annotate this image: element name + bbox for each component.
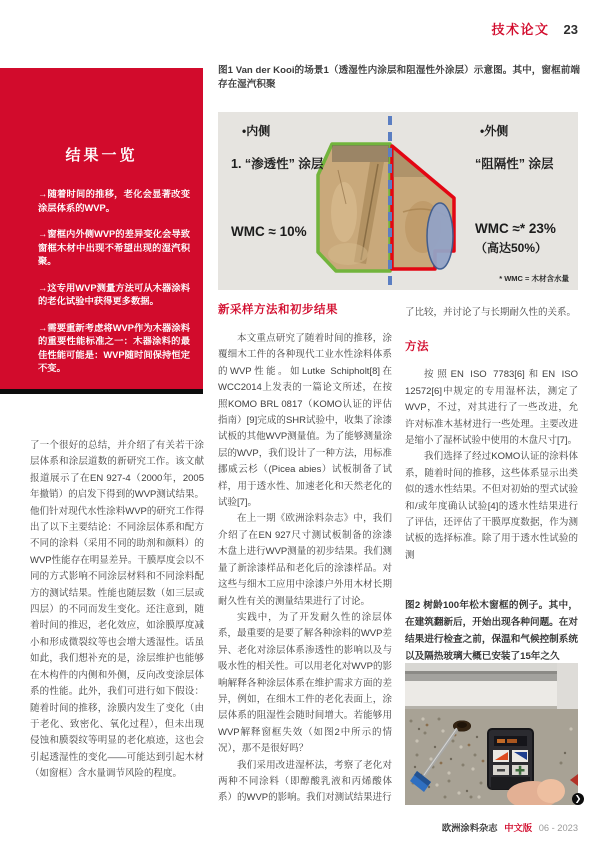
- outside-wmc-extra: （高达50%）: [475, 241, 548, 255]
- body-paragraph: 我们采用改进湿杯法，考察了老化对两种不同涂料（即醇酸乳液和丙烯酸体系）的WVP的影响。我们对测试结果进行: [218, 759, 392, 804]
- body-paragraph: 本文重点研究了随着时间的推移，涂覆细木工件的各种现代工业水性涂料体系的WVP性能。如Lutke Schipholt[8]在WCC2014上发表的一篇论文所述，在按照KOMO BRL 0817（KOMO认证的评估指南）[9]完成的SHR试验中，收集了涂漆试板的其他WVP测量值。为了能够测量涂层的WVP，我们设计了一种方法，用标准挪威云杉（(Picea abies）试板制备了试样，用于透水性、加速老化和天然老化的试验[7]。: [218, 333, 392, 509]
- window-frame-cross-section-illustration: [218, 112, 578, 290]
- column-middle: [218, 301, 392, 807]
- figure2-caption: 图2 树龄100年松木窗框的例子。其中，在建筑翻新后，开始出现各种问题。在对结果进行检查之前，保温和气候控制系统以及隔热玻璃大概已安装了15年之久: [405, 600, 578, 662]
- results-bullet: →这专用WVP测量方法可从木器涂料的老化试验中获得更多数据。: [38, 282, 190, 306]
- results-overview-title: 结果一览: [65, 147, 138, 164]
- inside-wmc-value: WMC ≈ 10%: [231, 224, 307, 239]
- body-paragraph: 了比较，并讨论了与长期耐久性的关系。: [405, 307, 577, 318]
- page-header: [492, 19, 578, 38]
- results-bullet: →需要重新考虑将WVP作为木器涂料的重要性能标准之一：木器涂料的最佳性能可能是：WVP随时间保持恒定不变。: [38, 322, 190, 373]
- inside-coating-label: 1. “渗透性” 涂层: [231, 157, 324, 171]
- outside-coating-label: “阻隔性” 涂层: [475, 157, 554, 171]
- moisture-spot: [427, 203, 453, 269]
- edition-label: 中文版: [504, 823, 533, 833]
- body-paragraph: 了一个很好的总结，并介绍了有关若干涂层体系和涂层道数的新研究工作。该文献报道展示了在EN 927-4（2000年，2005年撤销）的启发下得到的WVP测试结果。他们针对现代水性涂料WVP的研究工作得出了以下主要结论：不同涂层体系和配方不同的涂料（采用不同的助剂和颜料）的WVP性能存在明显差异。干膜厚度会以不同的方式影响不同涂层材料和不同涂料配方的测试结果。性能也随层数（如三层或四层）的不同而发生变化。还注意到，随着时间的推迟，老化效应，如涂膜厚度减小和形成微裂纹等也会增大透湿性。话虽如此，我们想补充的是，涂层维护也能够在木构件的内侧和外侧，反向改变涂层体系的性能。此外，我们可进行如下假设：随着时间的推移，涂膜内发生了变化（由于老化、致密化、氧化过程），但未出现侵蚀和膜裂纹等明显的老化痕迹，这也会引起透湿性的变化——可能达到引起木材（如窗框）含水量调节风险的程度。: [30, 440, 204, 780]
- body-paragraph: 在上一期《欧洲涂料杂志》中，我们介绍了在EN 927尺寸测试板制备的涂漆木盘上进行WVP测量的初步结果。我们测量了新涂漆样品和老化后的涂漆样品。对这些与细木工应用中涂漆户外用木材长期耐久性有关的测量结果进行了讨论。: [218, 513, 392, 607]
- figure2-photo: [405, 663, 578, 805]
- section-heading-sampling: 新采样方法和初步结果: [218, 304, 338, 316]
- results-bullet-list: [38, 188, 190, 376]
- results-bullet: →窗框内外侧WVP的差异变化会导致窗框木材中出现不希望出现的湿汽积聚。: [38, 229, 190, 266]
- bullet-marker: •: [480, 124, 485, 138]
- moisture-meter-photo: [405, 663, 578, 805]
- journal-name: 欧洲涂料杂志: [441, 823, 498, 833]
- bullet-marker: •: [242, 124, 247, 138]
- section-label: 技术论文: [491, 22, 550, 37]
- column-left: [30, 438, 204, 783]
- next-arrow-icon[interactable]: ❯: [572, 793, 584, 805]
- results-overview-panel: [0, 68, 203, 394]
- figure1-diagram: [218, 112, 578, 290]
- wmc-footnote: * WMC = 木材含水量: [499, 274, 569, 283]
- inside-label: •内侧: [242, 124, 271, 138]
- outside-wmc-value: WMC ≈* 23%: [475, 221, 556, 236]
- figure1-caption: 图1 Van der Kooi的场景1（透湿性内涂层和阻湿性外涂层）示意图。其中，窗框前端存在湿汽积聚: [218, 65, 580, 90]
- body-paragraph: 按照EN ISO 7783[6]和EN ISO 12572[6]中规定的专用湿杯法，测定了WVP，不过，对其进行了一些改进，允许对标准木基材进行一些处理。主要改进是缩小了湿杯试验中使用的木盘尺寸[7]。: [405, 369, 578, 447]
- body-paragraph: 实践中，为了开发耐久性的涂层体系，最重要的是要了解各种涂料的WVP差异、老化对涂层体系渗透性的影响以及与吸水性的相关性。可以用老化对WVP的影响解释各种涂层体系在维护需求方面的差异，例如，在细木工件的老化表面上，涂层体系的阻湿性会随时间增大。若能够用WVP解释窗框失效（如图2中所示的情况），那不是很好吗？: [218, 611, 392, 755]
- body-paragraph: 我们选择了经过KOMO认证的涂料体系，随着时间的推移，这些体系显示出类似的透水性结果。不但对初始的型式试验和/或年度确认试验[4]的透水性结果进行了评估，还评估了干膜厚度数据，作为测试板的选择标准。除了用于透水性试验的测: [405, 451, 578, 561]
- issue-number: 06 - 2023: [538, 823, 578, 833]
- outside-label: •外侧: [480, 124, 509, 138]
- moisture-meter-device: [488, 729, 533, 789]
- page-number: 23: [563, 22, 578, 37]
- results-bullet: →随着时间的推移，老化会显著改变涂层体系的WVP。: [38, 189, 190, 213]
- section-heading-method: 方法: [405, 341, 429, 354]
- page-footer: [442, 820, 578, 834]
- column-right: [405, 305, 578, 564]
